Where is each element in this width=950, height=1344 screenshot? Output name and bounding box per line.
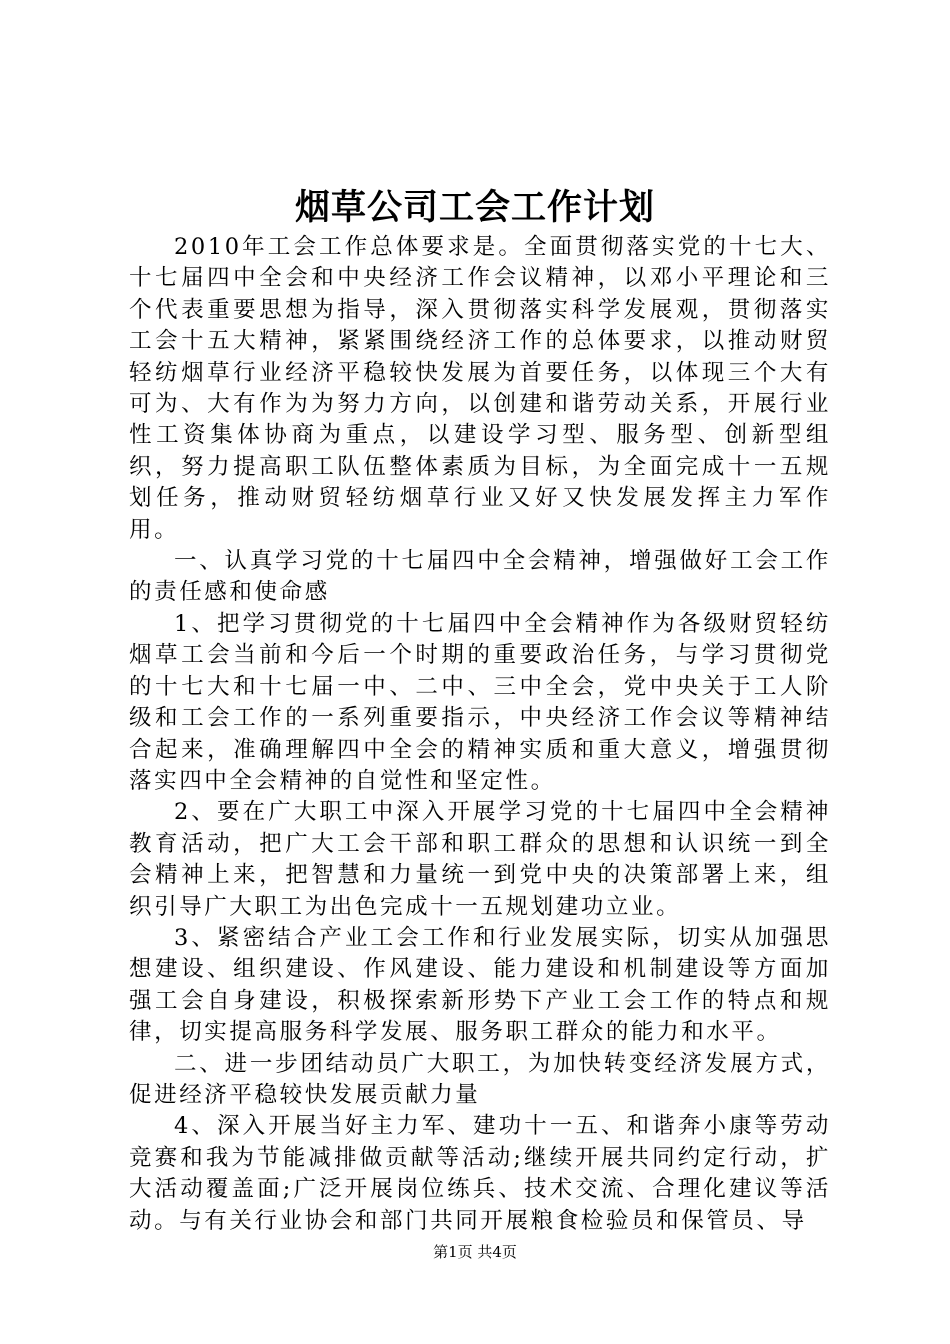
document-title: 烟草公司工会工作计划 xyxy=(294,187,655,228)
paragraph-item-4: 4、深入开展当好主力军、建功十一五、和谐奔小康等劳动竞赛和我为节能减排做贡献等活动;继续开展共同约定行动，扩大活动覆盖面;广泛开展岗位练兵、技术交流、合理化建议等活动。与有关行业协会和部门共同开展粮食检验员和保管员、导 xyxy=(129,1113,831,1234)
page-number-footer: 第1页 共4页 xyxy=(433,1243,517,1261)
paragraph-item-2: 2、要在广大职工中深入开展学习党的十七届四中全会精神教育活动，把广大工会干部和职工群众的思想和认识统一到全会精神上来，把智慧和力量统一到党中央的决策部署上来，组织引导广大职工为出色完成十一五规划建功立业。 xyxy=(129,799,831,920)
paragraph-intro: 2010年工会工作总体要求是。全面贯彻落实党的十七大、十七届四中全会和中央经济工作会议精神，以邓小平理论和三个代表重要思想为指导，深入贯彻落实科学发展观，贯彻落实工会十五大精神，紧紧围绕经济工作的总体要求，以推动财贸轻纺烟草行业经济平稳较快发展为首要任务，以体现三个大有可为、大有作为为努力方向，以创建和谐劳动关系，开展行业性工资集体协商为重点，以建设学习型、服务型、创新型组织，努力提高职工队伍整体素质为目标，为全面完成十一五规划任务，推动财贸轻纺烟草行业又好又快发展发挥主力军作用。 xyxy=(129,234,831,543)
paragraph-item-3: 3、紧密结合产业工会工作和行业发展实际，切实从加强思想建设、组织建设、作风建设、能力建设和机制建设等方面加强工会自身建设，积极探索新形势下产业工会工作的特点和规律，切实提高服务科学发展、服务职工群众的能力和水平。 xyxy=(129,924,831,1046)
paragraph-item-1: 1、把学习贯彻党的十七届四中全会精神作为各级财贸轻纺烟草工会当前和今后一个时期的重要政治任务，与学习贯彻党的十七大和十七届一中、二中、三中全会，党中央关于工人阶级和工会工作的一系列重要指示，中央经济工作会议等精神结合起来，准确理解四中全会的精神实质和重大意义，增强贯彻落实四中全会精神的自觉性和坚定性。 xyxy=(129,610,831,794)
section-heading-1: 一、认真学习党的十七届四中全会精神，增强做好工会工作的责任感和使命感 xyxy=(129,548,831,606)
section-heading-2: 二、进一步团结动员广大职工，为加快转变经济发展方式，促进经济平稳较快发展贡献力量 xyxy=(129,1050,831,1108)
document-body xyxy=(129,232,831,1237)
